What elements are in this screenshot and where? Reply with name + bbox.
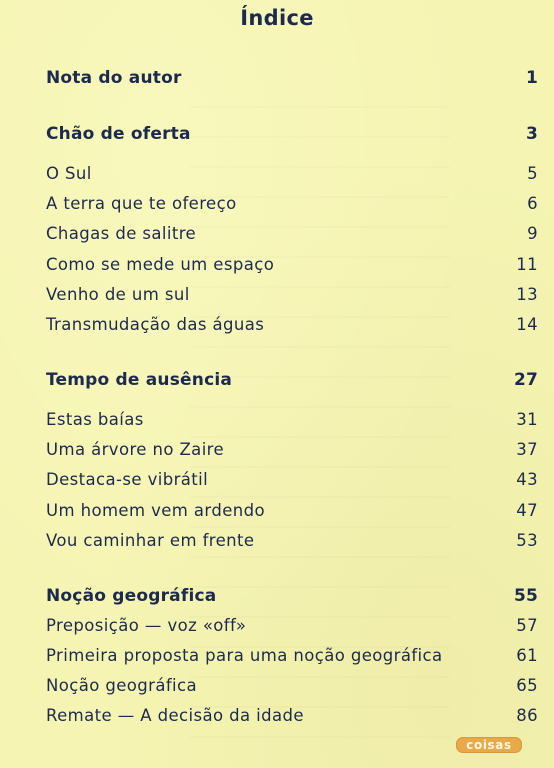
toc-entry-page: 3 [525,124,538,144]
toc-entry-label: Venho de um sul [46,285,190,304]
toc-entry-label: Tempo de ausência [46,370,233,390]
toc-entry-page: 27 [513,370,538,390]
toc-entry [46,470,538,496]
toc-entry [46,370,538,396]
toc-entry-page: 65 [516,676,538,695]
toc-entry-page: 14 [516,315,538,334]
toc-entry [46,501,538,527]
toc-entry-label: A terra que te ofereço [46,194,237,213]
toc-entry [46,646,538,672]
toc-entry-page: 6 [527,194,538,213]
toc-entry-label: Chagas de salitre [46,224,197,243]
toc-entry-label: Transmudação das águas [46,315,265,334]
toc-entry-page: 43 [516,470,538,489]
toc-entry-page: 47 [516,501,538,520]
toc-entry-page: 53 [516,531,538,550]
toc-entry-page: 5 [527,164,538,183]
toc-entry [46,410,538,436]
toc-entry [46,224,538,250]
toc-entry-page: 55 [513,586,538,606]
toc-entry-label: Uma árvore no Zaire [46,440,225,459]
toc-entry-page: 57 [516,616,538,635]
toc-entry [46,586,538,612]
toc-entry [46,706,538,732]
page-title: Índice [240,6,314,30]
toc-entry [46,124,538,150]
toc-entry [46,676,538,702]
toc-entry-page: 11 [516,255,538,274]
toc-entry-page: 86 [516,706,538,725]
toc-entry [46,531,538,557]
toc-entry [46,616,538,642]
watermark-logo: coisas [456,737,522,753]
toc-entry-page: 61 [516,646,538,665]
toc-entry-label: Como se mede um espaço [46,255,275,274]
toc-entry-label: Vou caminhar em frente [46,531,255,550]
toc-entry-label: Destaca-se vibrátil [46,470,209,489]
toc-entry-label: Preposição — voz «off» [46,616,247,635]
toc-entry-page: 37 [516,440,538,459]
toc-entry-label: Estas baías [46,410,144,429]
toc-entry [46,315,538,341]
toc-entry-label: Chão de oferta [46,124,191,144]
toc-entry-label: Nota do autor [46,68,182,88]
toc-entry [46,194,538,220]
toc-entry-label: Primeira proposta para uma noção geográfica [46,646,443,665]
toc-entry-label: O Sul [46,164,92,183]
toc-entry-label: Noção geográfica [46,586,217,606]
toc-entry-page: 31 [516,410,538,429]
toc-entry-page: 9 [527,224,538,243]
toc-entry-label: Noção geográfica [46,676,198,695]
toc-entry [46,164,538,190]
toc-entry [46,440,538,466]
toc-entry-label: Um homem vem ardendo [46,501,265,520]
toc-entry-page: 13 [516,285,538,304]
toc-entry [46,255,538,281]
toc-entry-label: Remate — A decisão da idade [46,706,304,725]
toc-entry [46,285,538,311]
toc-entry [46,68,538,94]
toc-entry-page: 1 [525,68,538,88]
